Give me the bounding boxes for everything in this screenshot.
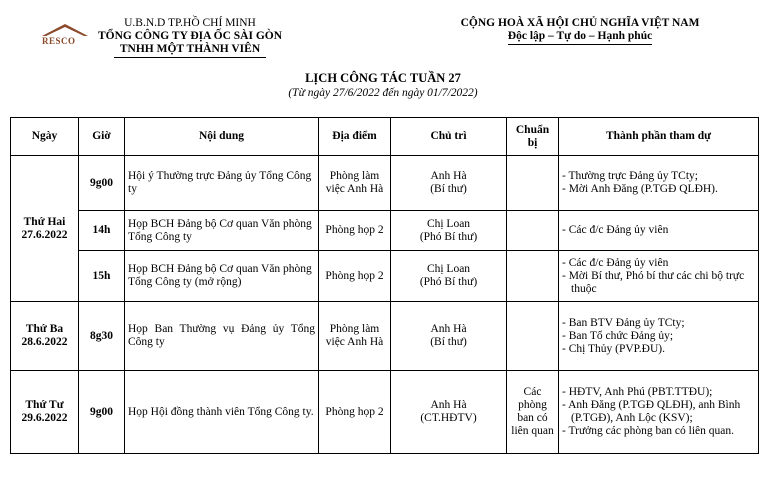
content-cell: Họp BCH Đảng bộ Cơ quan Văn phòng Tổng Công ty (125, 211, 319, 251)
table-row (11, 211, 759, 251)
participant-item: - Chị Thủy (PVP.ĐU). (562, 342, 665, 355)
participant-item: - Trưởng các phòng ban có liên quan. (562, 425, 735, 437)
chair-name: Anh Hà (430, 170, 467, 182)
location-cell: Phòng họp 2 (319, 371, 391, 454)
location-cell: Phòng họp 2 (319, 211, 391, 251)
day-cell-tuesday (11, 302, 79, 371)
org-line-1: U.B.N.D TP.HỒ CHÍ MINH (124, 17, 256, 29)
header-day: Ngày (11, 118, 79, 156)
participant-item: - Thường trực Đảng ủy TCty; (562, 170, 698, 182)
content-cell: Họp Hội đồng thành viên Tổng Công ty. (125, 371, 319, 454)
day-name: Thứ Tư (25, 399, 64, 411)
participant-item: - Các đ/c Đảng ủy viên (562, 224, 669, 236)
chair-role: (CT.HĐTV) (420, 412, 477, 424)
org-line-2: TỔNG CÔNG TY ĐỊA ỐC SÀI GÒN (97, 30, 283, 42)
prep-cell (507, 302, 559, 371)
header-prep: Chuẩn bị (507, 118, 559, 156)
chair-cell (391, 211, 507, 251)
location-cell: Phòng họp 2 (319, 251, 391, 302)
day-date: 27.6.2022 (21, 228, 68, 241)
chair-cell (391, 251, 507, 302)
table-header-row (11, 118, 759, 156)
participant-item: - HĐTV, Anh Phú (PBT.TTĐU); (562, 386, 713, 398)
time-cell: 8g30 (79, 302, 125, 371)
participants-cell (559, 302, 759, 371)
day-name: Thứ Hai (23, 215, 66, 228)
participant-item: - Mời Anh Đăng (P.TGĐ QLĐH). (562, 183, 718, 195)
schedule-title: LỊCH CÔNG TÁC TUẦN 27 (305, 71, 461, 85)
participant-item: - Ban BTV Đảng ủy TCty; (562, 316, 685, 329)
org-line-3: TNHH MỘT THÀNH VIÊN (114, 43, 266, 58)
day-date: 28.6.2022 (21, 336, 68, 348)
chair-name: Anh Hà (430, 399, 467, 411)
chair-role: (Bí thư) (430, 336, 467, 348)
day-cell-monday (11, 156, 79, 302)
document-header (0, 0, 766, 70)
chair-role: (Phó Bí thư) (419, 230, 478, 243)
content-cell: Hội ý Thường trực Đảng ủy Tổng Công ty (125, 156, 319, 211)
schedule-title-block (0, 71, 766, 100)
time-cell: 9g00 (79, 371, 125, 454)
logo-text: RESCO (42, 36, 76, 46)
national-heading (430, 17, 730, 45)
table-row (11, 302, 759, 371)
table-row (11, 251, 759, 302)
participants-cell (559, 156, 759, 211)
chair-cell (391, 156, 507, 211)
chair-name: Chị Loan (426, 263, 471, 275)
schedule-date-range: (Từ ngày 27/6/2022 đến ngày 01/7/2022) (288, 87, 478, 99)
company-logo (40, 22, 90, 48)
content-cell: Họp BCH Đảng bộ Cơ quan Văn phòng Tổng Công ty (mở rộng) (125, 251, 319, 302)
location-cell: Phòng làm việc Anh Hà (319, 156, 391, 211)
prep-cell (507, 251, 559, 302)
participant-item: - Ban Tổ chức Đảng ủy; (562, 329, 674, 342)
chair-role: (Phó Bí thư) (419, 276, 478, 288)
participants-cell (559, 211, 759, 251)
participant-item: - Mời Bí thư, Phó bí thư các chi bộ trực thuộc (562, 269, 745, 295)
participants-cell (559, 371, 759, 454)
day-cell-wednesday (11, 371, 79, 454)
national-motto: Độc lập – Tự do – Hạnh phúc (508, 30, 652, 45)
prep-cell (507, 156, 559, 211)
header-participants: Thành phần tham dự (559, 118, 759, 156)
chair-name: Chị Loan (426, 217, 471, 230)
table-row (11, 371, 759, 454)
prep-cell (507, 211, 559, 251)
day-name: Thứ Ba (25, 323, 64, 335)
content-cell: Họp Ban Thường vụ Đảng ủy Tổng Công ty (125, 302, 319, 371)
participants-cell (559, 251, 759, 302)
header-time: Giờ (79, 118, 125, 156)
time-cell: 9g00 (79, 156, 125, 211)
table-row (11, 156, 759, 211)
day-date: 29.6.2022 (21, 412, 68, 424)
organization-block (90, 17, 290, 58)
schedule-table (10, 117, 759, 454)
chair-cell (391, 302, 507, 371)
chair-role: (Bí thư) (430, 183, 467, 195)
participant-item: - Các đ/c Đảng ủy viên (562, 256, 669, 269)
chair-cell (391, 371, 507, 454)
participant-item: - Anh Đăng (P.TGĐ QLĐH), anh Bình (P.TGĐ), Anh Lộc (KSV); (562, 399, 741, 424)
header-content: Nội dung (125, 118, 319, 156)
location-cell: Phòng làm việc Anh Hà (319, 302, 391, 371)
header-location: Địa điểm (319, 118, 391, 156)
time-cell: 15h (79, 251, 125, 302)
time-cell: 14h (79, 211, 125, 251)
chair-name: Anh Hà (430, 323, 467, 335)
nation-name: CỘNG HOÀ XÃ HỘI CHỦ NGHĨA VIỆT NAM (460, 17, 700, 29)
header-chair: Chủ trì (391, 118, 507, 156)
prep-cell: Các phòng ban có liên quan (507, 371, 559, 454)
